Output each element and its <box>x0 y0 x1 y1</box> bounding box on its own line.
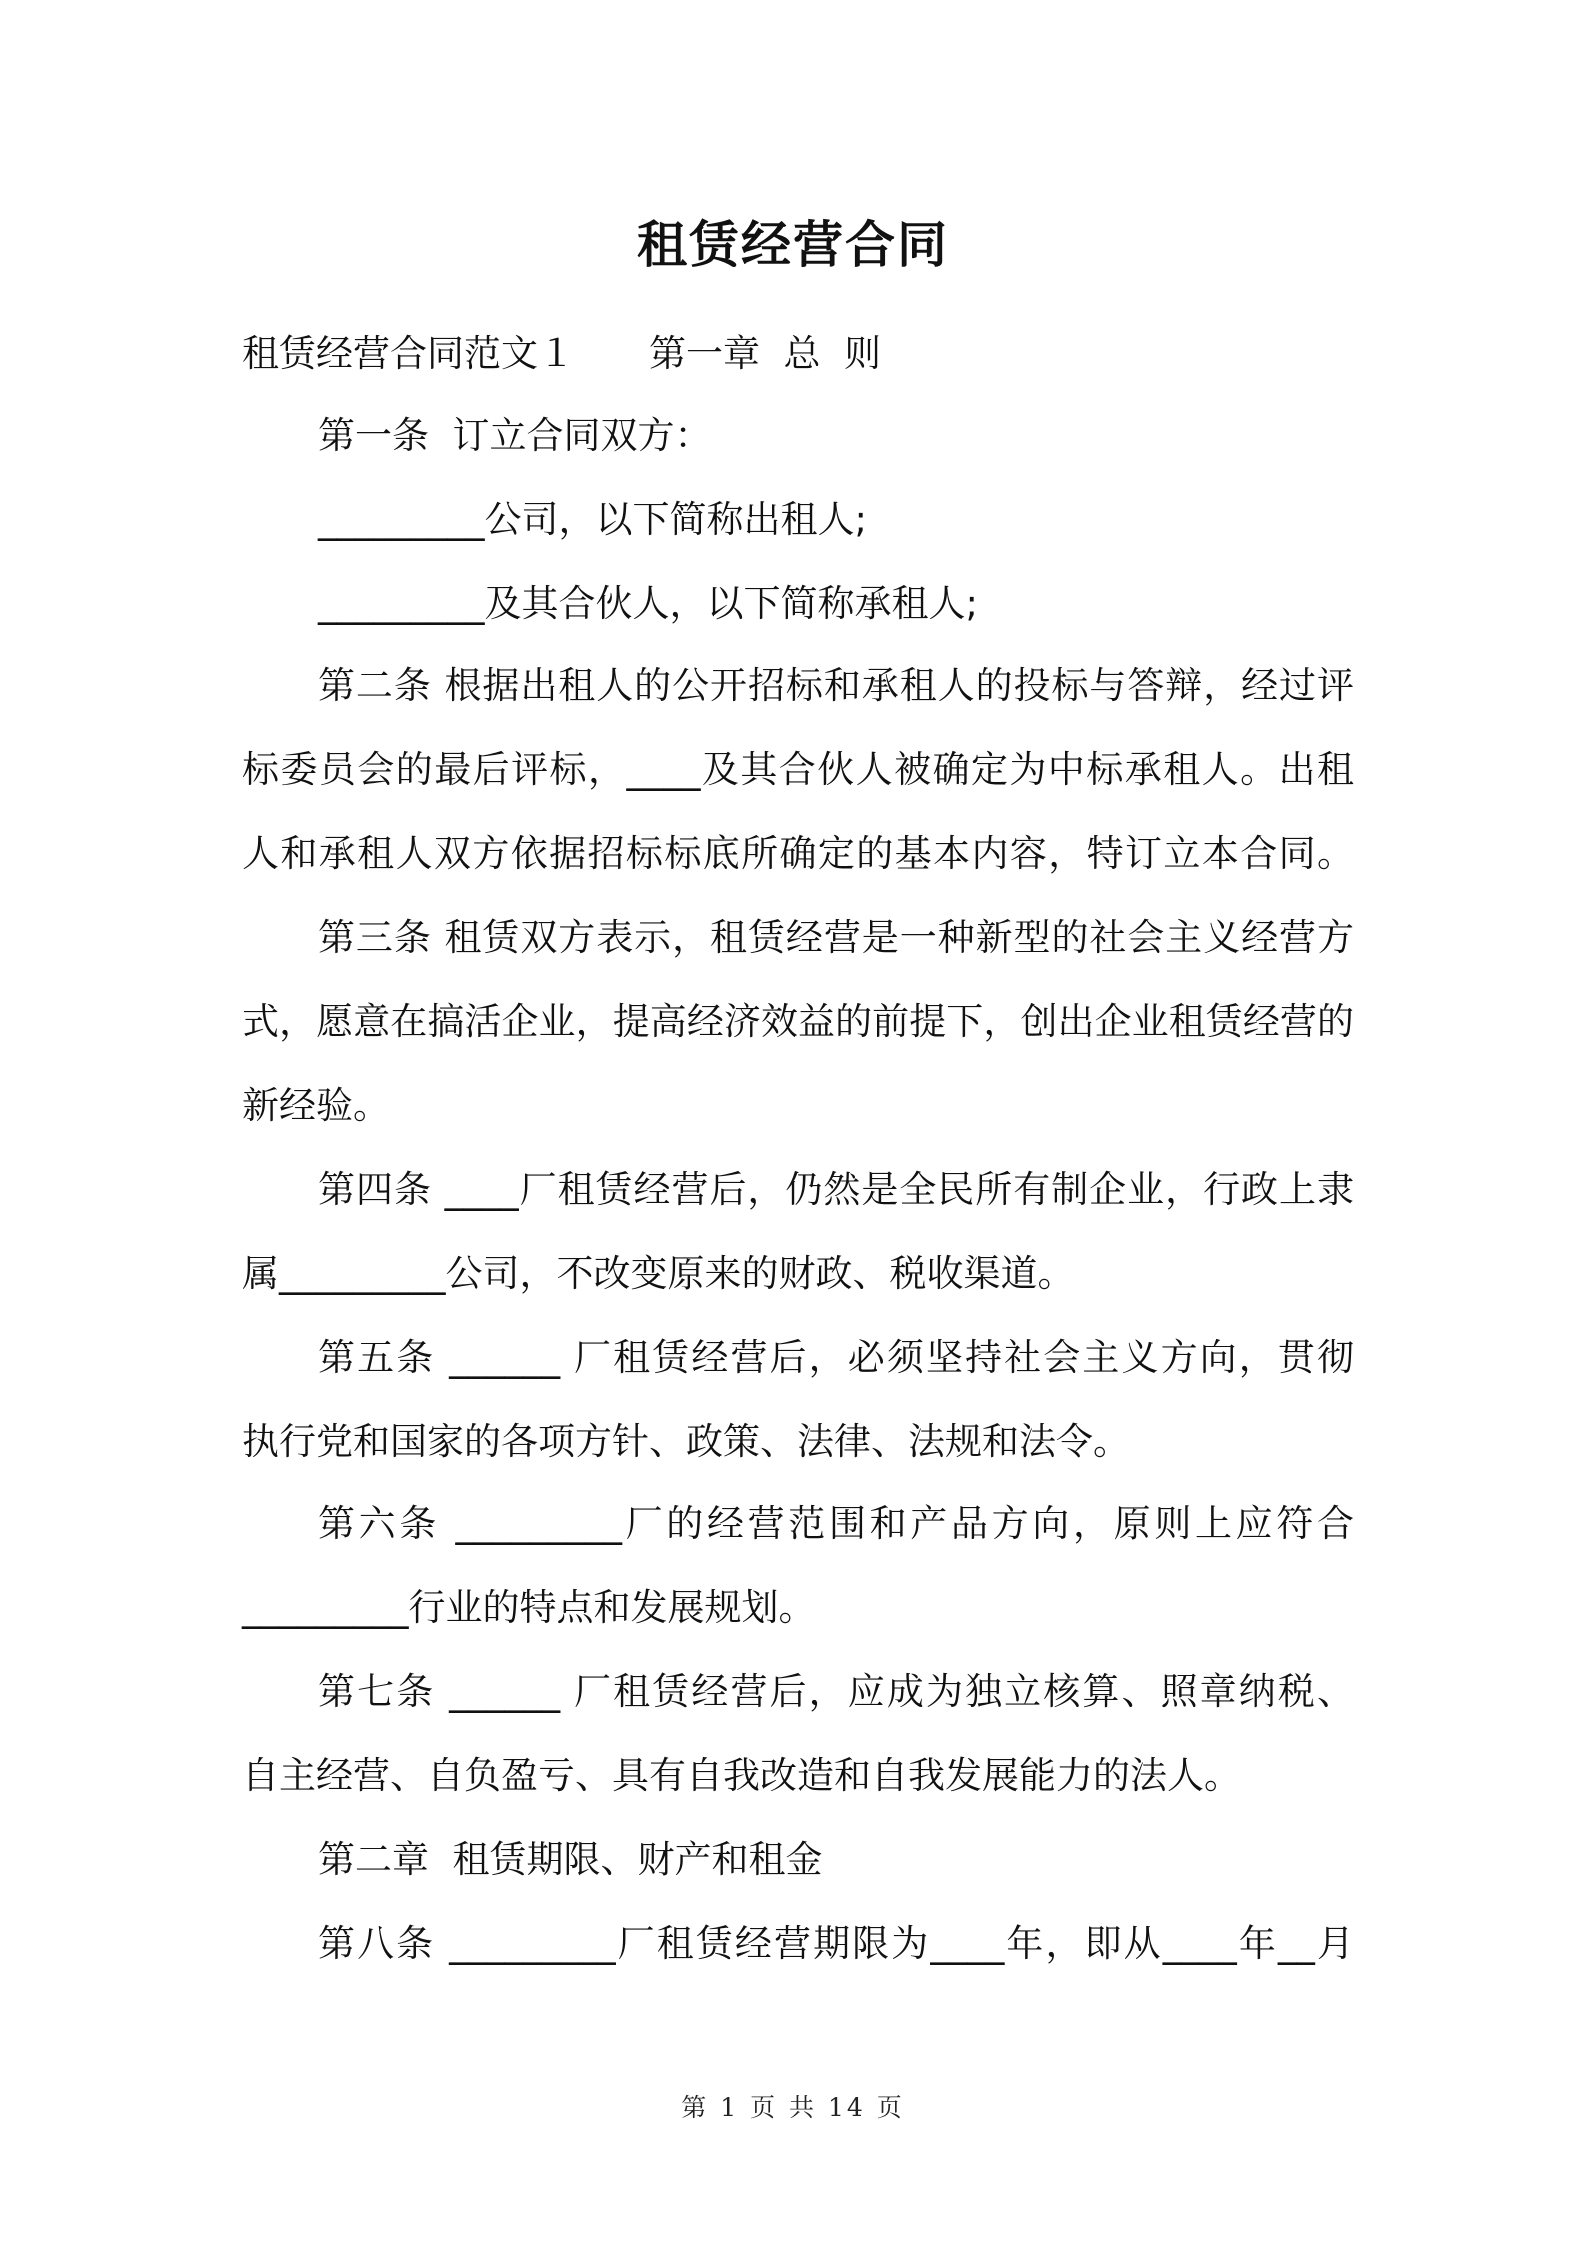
text-line: 第七条 ______ 厂租赁经营后，应成为独立核算、照章纳税、 <box>318 1670 1354 1713</box>
text-line: 人和承租人双方依据招标标底所确定的基本内容，特订立本合同。 <box>242 832 1354 875</box>
text-line: 第三条 租赁双方表示，租赁经营是一种新型的社会主义经营方 <box>318 916 1354 959</box>
text-line: 租赁经营合同范文１ 第一章 总 则 <box>242 332 882 375</box>
text-line: 式，愿意在搞活企业，提高经济效益的前提下，创出企业租赁经营的 <box>242 1000 1354 1043</box>
text-line: 第四条 ____厂租赁经营后，仍然是全民所有制企业，行政上隶 <box>318 1168 1354 1211</box>
text-line: 属_________公司，不改变原来的财政、税收渠道。 <box>242 1252 1075 1295</box>
text-line: _________公司，以下简称出租人; <box>318 498 867 541</box>
text-line: 标委员会的最后评标，____及其合伙人被确定为中标承租人。出租 <box>242 748 1354 791</box>
text-line: 第五条 ______ 厂租赁经营后，必须坚持社会主义方向，贯彻 <box>318 1336 1354 1379</box>
text-line: 自主经营、自负盈亏、具有自我改造和自我发展能力的法人。 <box>242 1754 1241 1797</box>
text-line: 第六条 _________厂的经营范围和产品方向，原则上应符合 <box>318 1502 1354 1545</box>
text-line: 执行党和国家的各项方针、政策、法律、法规和法令。 <box>242 1420 1130 1463</box>
text-line: 第一条 订立合同双方： <box>318 414 712 457</box>
text-line: _________行业的特点和发展规划。 <box>242 1586 816 1629</box>
document-title: 租赁经营合同 <box>637 216 949 274</box>
text-line: 第二条 根据出租人的公开招标和承租人的投标与答辩，经过评 <box>318 664 1354 707</box>
chapter-heading: 第二章 租赁期限、财产和租金 <box>318 1838 823 1881</box>
page-footer: 第 1 页 共 14 页 <box>681 2093 905 2122</box>
text-line: _________及其合伙人，以下简称承租人; <box>318 582 978 625</box>
text-line: 第八条 _________厂租赁经营期限为____年，即从____年__月 <box>318 1922 1354 1965</box>
text-line: 新经验。 <box>242 1084 390 1127</box>
